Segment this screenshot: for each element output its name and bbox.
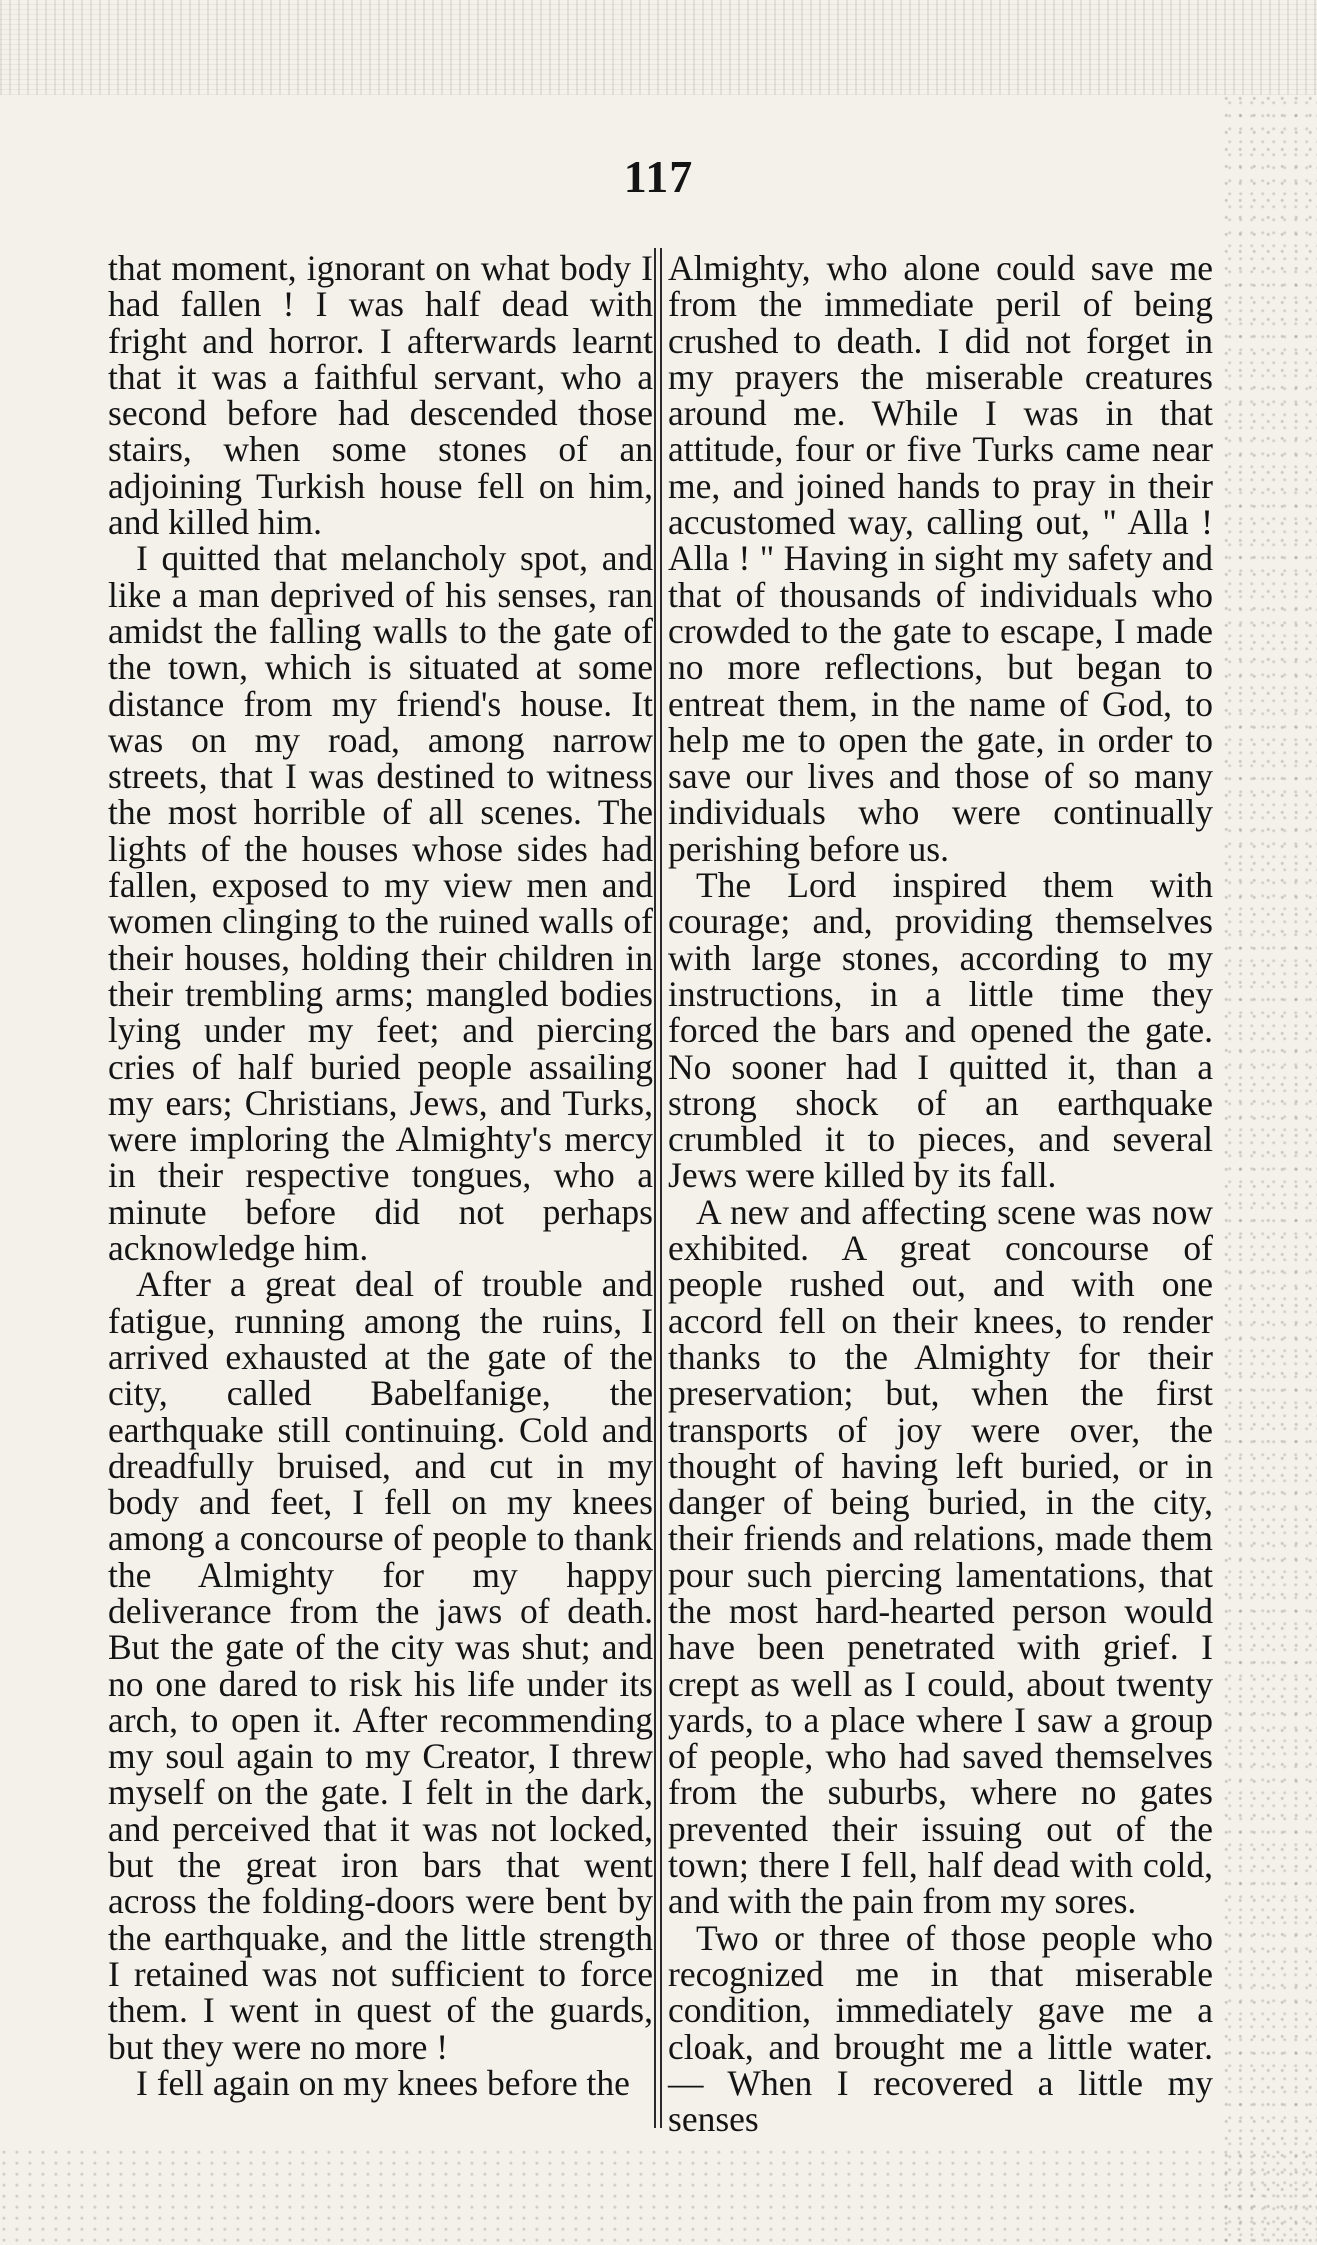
paragraph: A new and affecting scene was now exhibited. A great concourse of people rushed out, and with one accord fell on their knees, to render thanks to the Almighty for their preservation; but, when the first transports of joy were over, the thought of having left buried, or in danger of being buried, in the city, their friends and relations, made them pour such piercing lamentations, that the most hard-hearted person would have been penetrated with grief. I crept as well as I could, about twenty yards, to a place where I saw a group of people, who had saved themselves from the suburbs, where no gates prevented their issuing out of the town; there I fell, half dead with cold, and with the pain from my sores. bbox=[668, 1191, 1213, 1922]
scan-noise-right bbox=[1222, 95, 1317, 2245]
left-column bbox=[108, 250, 653, 2101]
column-divider bbox=[654, 248, 656, 2128]
paragraph: that moment, ignorant on what body I had fallen ! I was half dead with fright and horror. I afterwards learnt that it was a faithful servant, who a second before had descended those stairs, when some stones of an adjoining Turkish house fell on him, and killed him. bbox=[108, 248, 653, 543]
paragraph: I quitted that melancholy spot, and like a man deprived of his senses, ran amidst the falling walls to the gate of the town, which is situated at some distance from my friend's house. It was on my road, among narrow streets, that I was destined to witness the most horrible of all scenes. The lights of the houses whose sides had fallen, exposed to my view men and women clinging to the ruined walls of their houses, holding their children in their trembling arms; mangled bodies lying under my feet; and piercing cries of half buried people assailing my ears; Christians, Jews, and Turks, were imploring the Almighty's mercy in their respective tongues, who a minute before did not perhaps acknowledge him. bbox=[108, 538, 653, 1269]
column-divider bbox=[660, 248, 662, 2128]
paragraph: The Lord inspired them with courage; and, providing themselves with large stones, according to my instructions, in a little time they forced the bars and opened the gate. No sooner had I quitted it, than a strong shock of an earthquake crumbled it to pieces, and several Jews were killed by its fall. bbox=[668, 865, 1213, 1196]
paragraph: Two or three of those people who recognized me in that miserable condition, immediately gave me a cloak, and brought me a little water. — When I recovered a little my senses bbox=[668, 1917, 1213, 2140]
page-number: 117 bbox=[623, 151, 694, 202]
paragraph: I fell again on my knees before the bbox=[136, 2062, 630, 2103]
paragraph: Almighty, who alone could save me from the immediate peril of being crushed to death. I did not forget in my prayers the miserable creatures around me. While I was in that attitude, four or five Turks came near me, and joined hands to pray in their accustomed way, calling out, " Alla ! Alla ! " Having in sight my safety and that of thousands of individuals who crowded to the gate to escape, I made no more reflections, but began to entreat them, in the name of God, to help me to open the gate, in order to save our lives and those of so many individuals who were continually perishing before us. bbox=[668, 248, 1213, 869]
right-column bbox=[668, 248, 1213, 2140]
scan-noise-top bbox=[0, 0, 1317, 95]
paragraph: After a great deal of trouble and fatigue, running among the ruins, I arrived exhausted at the gate of the city, called Babelfanige, the earthquake still continuing. Cold and dreadfully bruised, and cut in my body and feet, I fell on my knees among a concourse of people to thank the Almighty for my happy deliverance from the jaws of death. But the gate of the city was shut; and no one dared to risk his life under its arch, to open it. After recommending my soul again to my Creator, I threw myself on the gate. I felt in the dark, and perceived that it was not locked, but the great iron bars that went across the folding-doors were bent by the earthquake, and the little strength I retained was not sufficient to force them. I went in quest of the guards, but they were no more ! bbox=[108, 1264, 653, 2067]
scan-noise-bottom bbox=[0, 2150, 1317, 2245]
